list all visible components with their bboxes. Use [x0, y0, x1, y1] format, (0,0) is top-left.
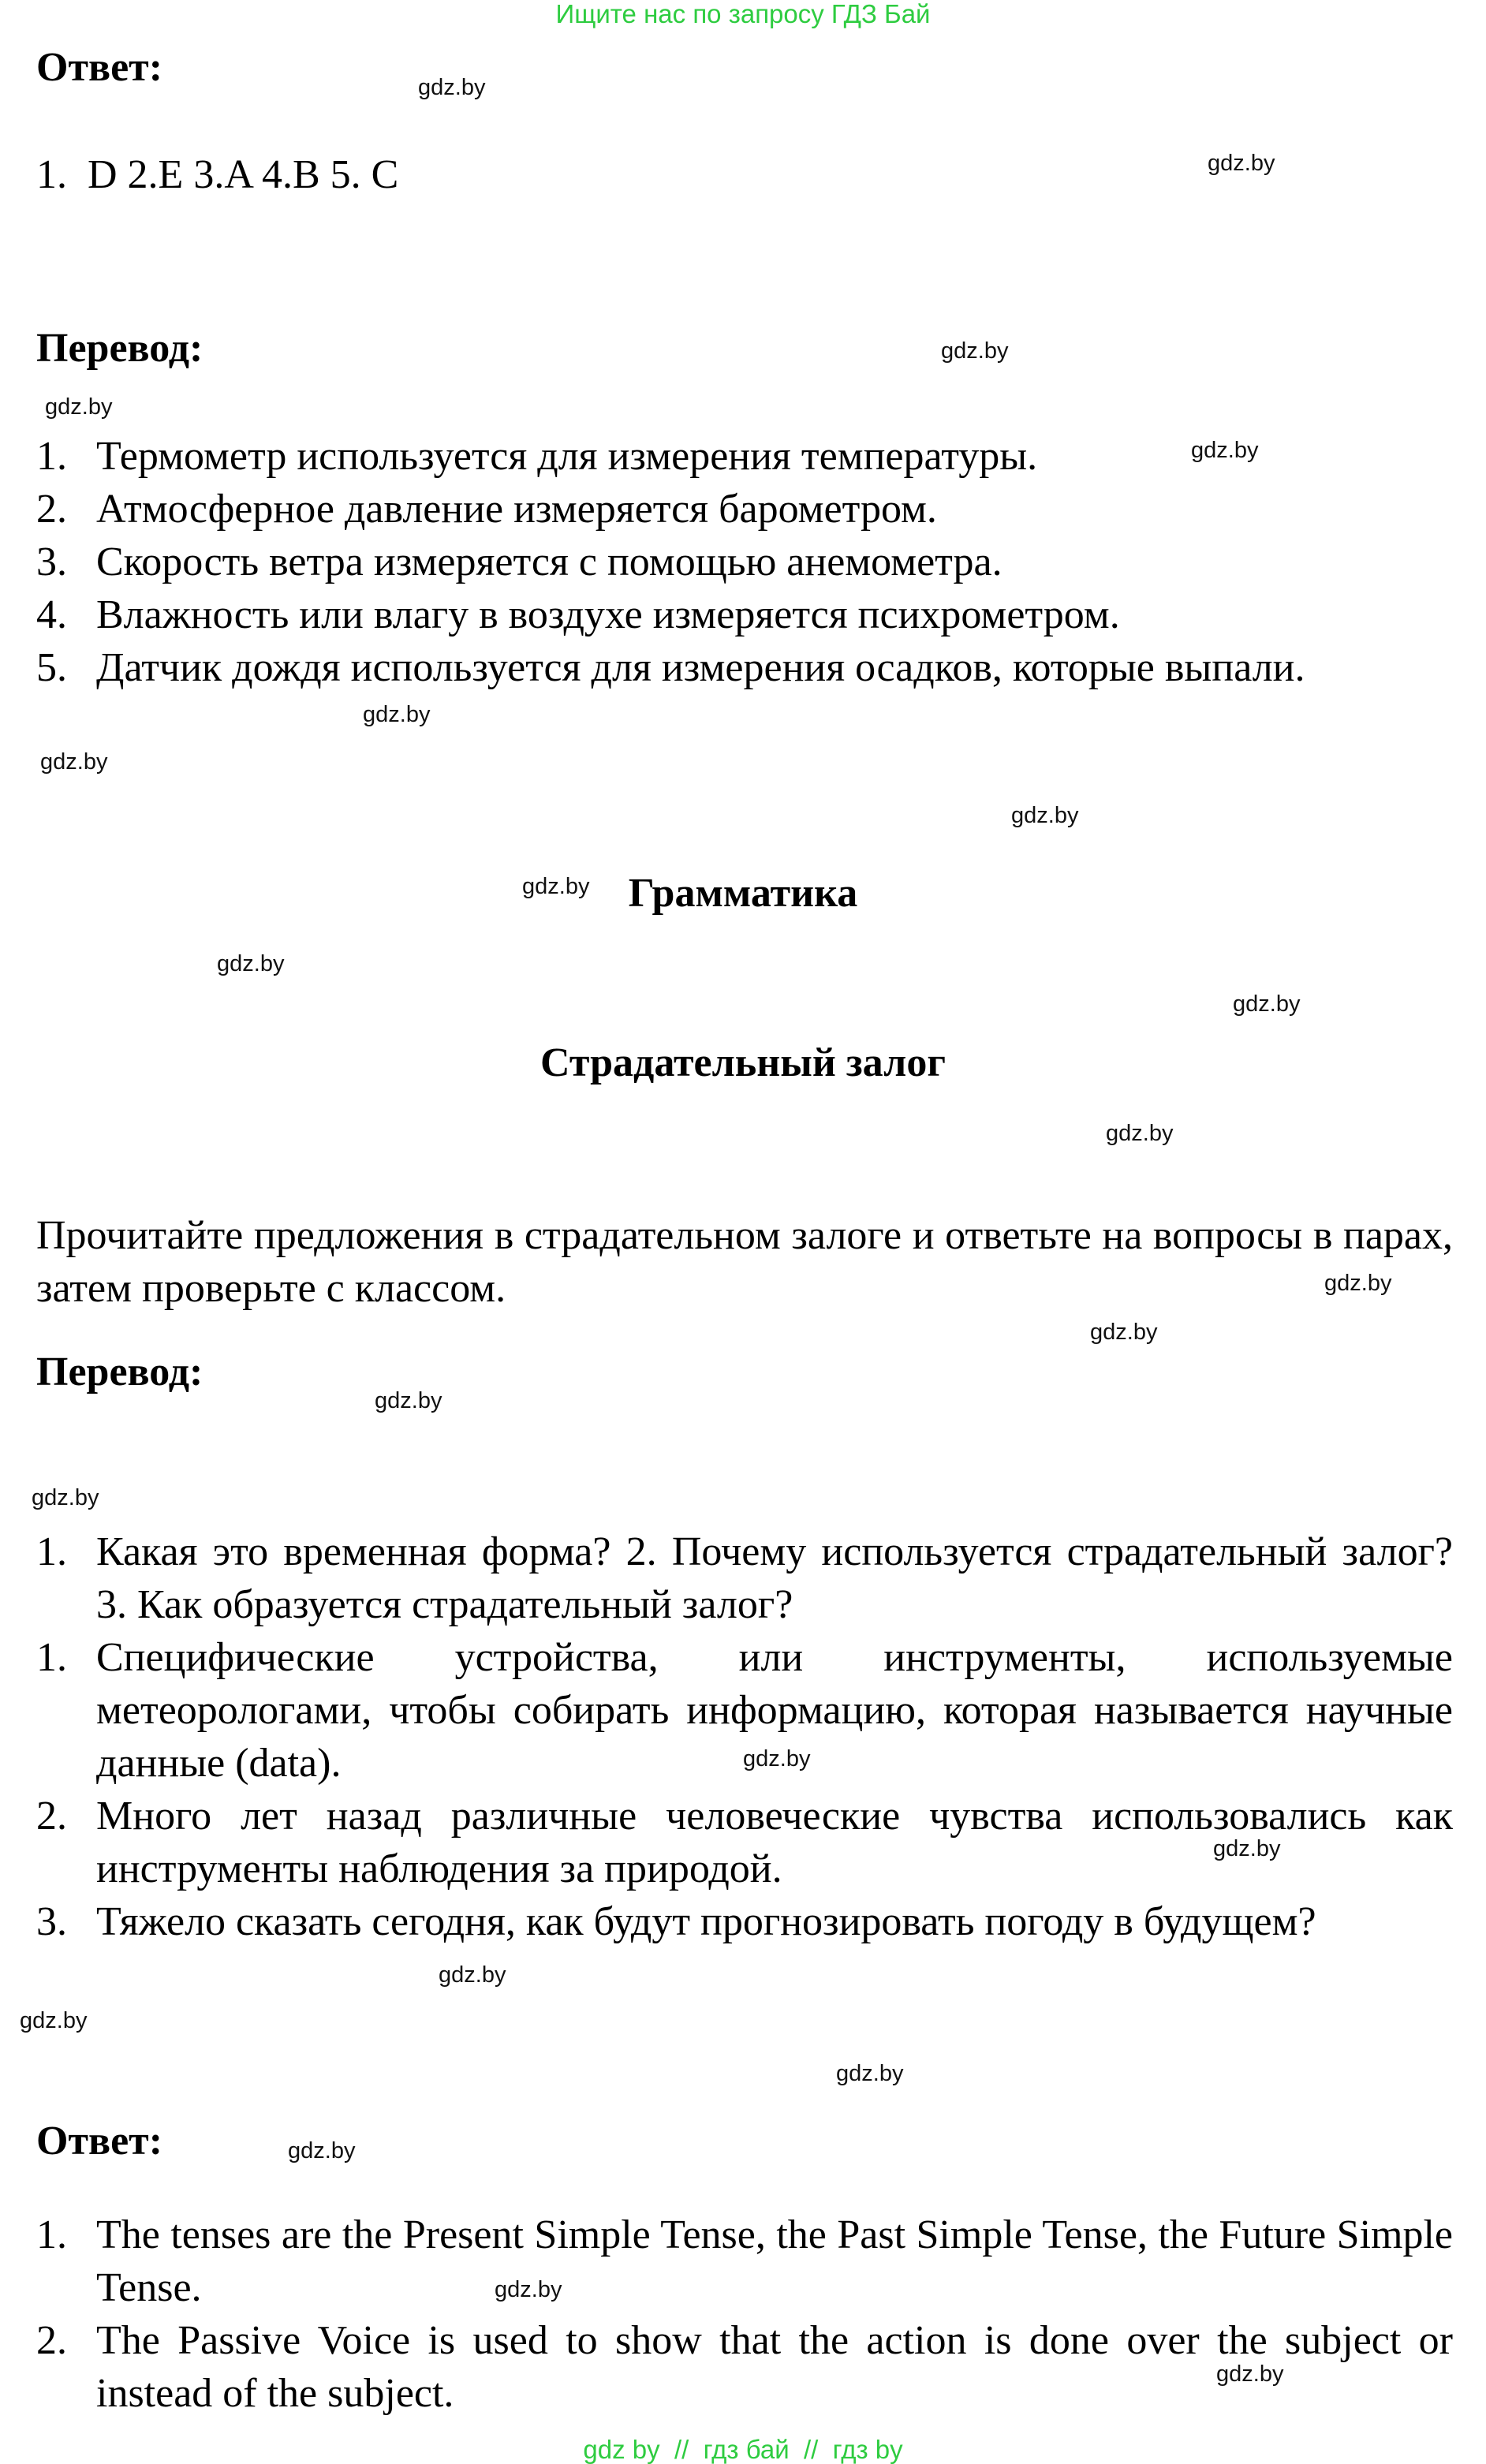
list-item-number: 1.: [36, 1635, 67, 1680]
list-item: [36, 483, 1453, 536]
list-item-text: Датчик дождя используется для измерения осадков, которые выпали.: [96, 645, 1305, 690]
list-item-text: The tenses are the Present Simple Tense, the Past Simple Tense, the Future Simple Tense.: [96, 2212, 1453, 2310]
list-item-text: Специфические устройства, или инструменты, используемые метеорологами, чтобы собирать информацию, которая называется научные данные (data).: [96, 1635, 1453, 1786]
list-item-number: 2.: [36, 1794, 67, 1839]
watermark: gdz.by: [1106, 1121, 1174, 1146]
list-item: [36, 1525, 1453, 1631]
list-item-number: 2.: [36, 487, 67, 532]
list-item-text: Тяжело сказать сегодня, как будут прогнозировать погоду в будущем?: [96, 1899, 1316, 1944]
list-item: [36, 536, 1453, 588]
list-item-text: Скорость ветра измеряется с помощью анемометра.: [96, 539, 1002, 584]
list-item-number: 3.: [36, 1899, 67, 1944]
list-item-text: Много лет назад различные человеческие чувства использовались как инструменты наблюдения за природой.: [96, 1794, 1453, 1891]
translation-heading-1: Перевод:: [36, 326, 203, 371]
list-item-number: 1.: [36, 434, 67, 479]
list-item-number: 3.: [36, 539, 67, 584]
list-item: [36, 2208, 1453, 2314]
bottom-banner: gdz by // гдз бай // гдз by: [583, 2435, 903, 2464]
list-item-text: Влажность или влагу в воздухе измеряется психрометром.: [96, 592, 1120, 637]
grammar-title: Грамматика: [628, 871, 858, 916]
watermark: gdz.by: [1208, 151, 1275, 176]
instruction-paragraph: Прочитайте предложения в страдательном залоге и ответьте на вопросы в парах, затем проверьте с классом.: [36, 1213, 1453, 1311]
watermark: gdz.by: [20, 2008, 88, 2033]
answer-heading-2: Ответ:: [36, 2119, 163, 2163]
watermark: gdz.by: [522, 874, 590, 899]
watermark: gdz.by: [375, 1388, 442, 1413]
watermark: gdz.by: [439, 1962, 506, 1988]
watermark: gdz.by: [1324, 1271, 1392, 1296]
answer-line-number: 1.: [36, 152, 67, 197]
watermark: gdz.by: [495, 2277, 562, 2302]
translation-heading-2: Перевод:: [36, 1350, 203, 1394]
watermark: gdz.by: [941, 338, 1009, 364]
watermark: gdz.by: [45, 394, 113, 420]
answer-heading-1: Ответ:: [36, 45, 163, 90]
list-item: [36, 641, 1453, 694]
list-item-text: Атмосферное давление измеряется барометром.: [96, 487, 937, 532]
list-item-number: 1.: [36, 1529, 67, 1574]
watermark: gdz.by: [1213, 1836, 1281, 1861]
list-item-number: 1.: [36, 2212, 67, 2257]
watermark: gdz.by: [288, 2138, 356, 2163]
watermark: gdz.by: [40, 749, 108, 775]
watermark: gdz.by: [1233, 991, 1301, 1017]
watermark: gdz.by: [418, 75, 486, 100]
watermark: gdz.by: [1216, 2361, 1284, 2387]
list-item-number: 2.: [36, 2318, 67, 2363]
watermark: gdz.by: [1011, 803, 1079, 828]
translation-list-1: [36, 430, 1453, 694]
watermark: gdz.by: [32, 1485, 99, 1510]
watermark: gdz.by: [217, 951, 285, 976]
watermark: gdz.by: [1191, 438, 1259, 463]
list-item-number: 5.: [36, 645, 67, 690]
list-item: [36, 1895, 1453, 1948]
list-item-text: The Passive Voice is used to show that the action is done over the subject or instead of the subject.: [96, 2318, 1453, 2416]
list-item-text: Термометр используется для измерения температуры.: [96, 434, 1038, 479]
answer-line-text: D 2.E 3.A 4.B 5. C: [88, 152, 399, 197]
watermark: gdz.by: [363, 702, 431, 727]
list-item-text: Какая это временная форма? 2. Почему используется страдательный залог? 3. Как образуется страдательный залог?: [96, 1529, 1453, 1627]
answer-line-1: [36, 148, 398, 201]
list-item: [36, 588, 1453, 641]
passive-voice-subtitle: Страдательный залог: [540, 1040, 946, 1085]
answer-list-2: [36, 2208, 1453, 2420]
watermark: gdz.by: [836, 2061, 904, 2086]
watermark: gdz.by: [1090, 1320, 1158, 1345]
list-item-number: 4.: [36, 592, 67, 637]
top-banner: Ищите нас по запросу ГДЗ Бай: [555, 0, 931, 28]
watermark: gdz.by: [743, 1746, 811, 1771]
translation-list-2: [36, 1525, 1453, 1948]
